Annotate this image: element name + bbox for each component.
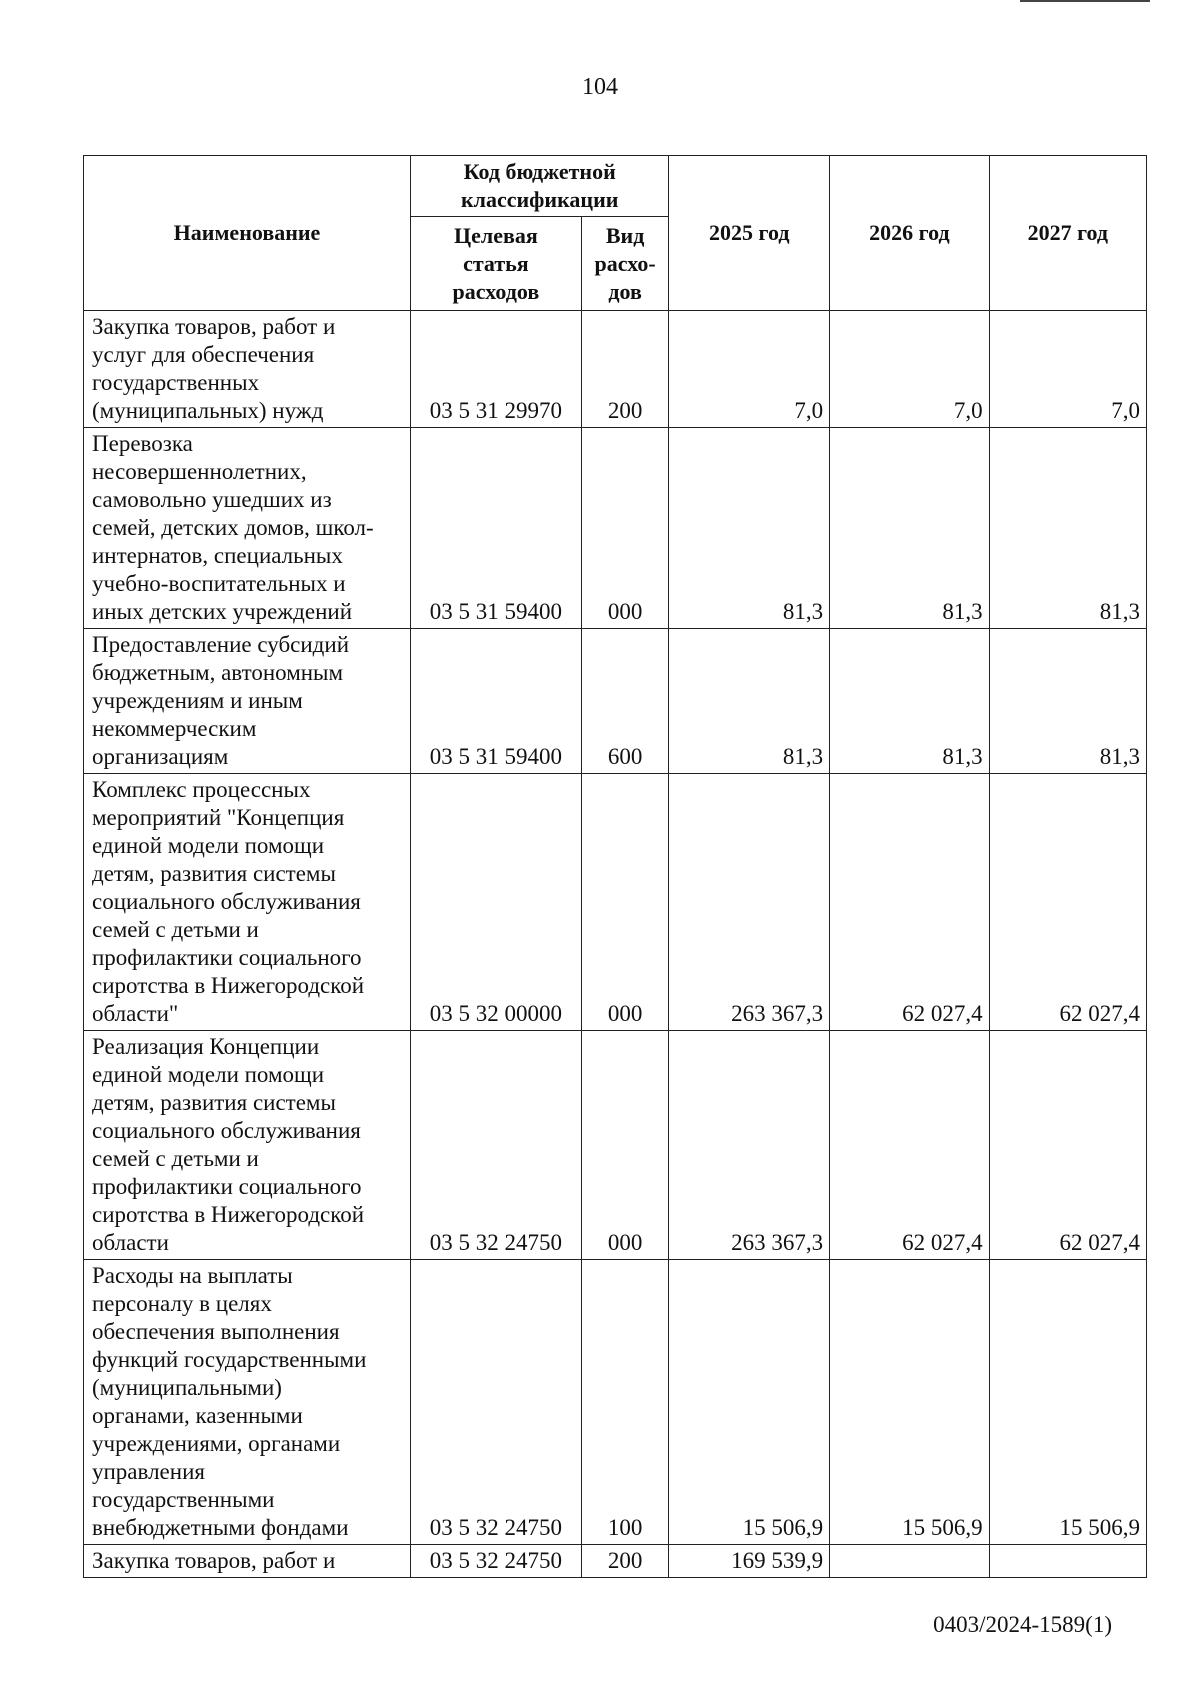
row-2026: 62 027,4 — [830, 774, 990, 1031]
row-2025: 81,3 — [669, 629, 830, 774]
row-2025: 169 539,9 — [669, 1545, 830, 1578]
row-2027: 62 027,4 — [989, 774, 1146, 1031]
row-2027: 15 506,9 — [989, 1260, 1146, 1545]
row-name: Реализация Концепции единой модели помощи детям, развития системы социального обслуживания семей с детьми и профилактики социального сиротства в Нижегородской области — [84, 1031, 411, 1260]
row-name: Перевозка несовершеннолетних, самовольно ушедших из семей, детских домов, школ- интернатов, специальных учебно-воспитательных и иных детских учреждений — [84, 428, 411, 629]
row-expense-type: 000 — [581, 1031, 669, 1260]
top-edge-line — [1020, 0, 1150, 2]
page-number: 104 — [582, 74, 618, 100]
row-2025: 263 367,3 — [669, 774, 830, 1031]
row-expense-type: 200 — [581, 311, 669, 428]
table-row — [84, 629, 1147, 774]
budget-table — [83, 155, 1147, 1578]
document-number: 0403/2024-1589(1) — [933, 1612, 1112, 1637]
row-expense-type: 000 — [581, 428, 669, 629]
row-name: Предоставление субсидий бюджетным, автономным учреждениям и иным некоммерческим организациям — [84, 629, 411, 774]
table-row — [84, 774, 1147, 1031]
row-2025: 81,3 — [669, 428, 830, 629]
row-2026: 15 506,9 — [830, 1260, 990, 1545]
row-code: 03 5 32 24750 — [410, 1031, 581, 1260]
row-2025: 15 506,9 — [669, 1260, 830, 1545]
row-2025: 263 367,3 — [669, 1031, 830, 1260]
row-expense-type: 100 — [581, 1260, 669, 1545]
row-name: Закупка товаров, работ и — [84, 1545, 411, 1578]
row-expense-type: 000 — [581, 774, 669, 1031]
row-2027: 81,3 — [989, 428, 1146, 629]
table-row — [84, 428, 1147, 629]
row-2027: 7,0 — [989, 311, 1146, 428]
row-2027: 81,3 — [989, 629, 1146, 774]
row-name: Закупка товаров, работ и услуг для обеспечения государственных (муниципальных) нужд — [84, 311, 411, 428]
row-2026: 81,3 — [830, 428, 990, 629]
header-2025: 2025 год — [669, 156, 830, 311]
row-name: Комплекс процессных мероприятий "Концепция единой модели помощи детям, развития системы социального обслуживания семей с детьми и профилактики социального сиротства в Нижегородской области" — [84, 774, 411, 1031]
row-code: 03 5 32 00000 — [410, 774, 581, 1031]
header-2026: 2026 год — [830, 156, 990, 311]
table-row — [84, 311, 1147, 428]
header-2027: 2027 год — [989, 156, 1146, 311]
row-2025: 7,0 — [669, 311, 830, 428]
table-row — [84, 1545, 1147, 1578]
row-code: 03 5 31 29970 — [410, 311, 581, 428]
row-code: 03 5 32 24750 — [410, 1260, 581, 1545]
row-code: 03 5 32 24750 — [410, 1545, 581, 1578]
row-name: Расходы на выплаты персоналу в целях обеспечения выполнения функций государственными (муниципальными) органами, казенными учреждениями, органами управления государственными внебюджетными фондами — [84, 1260, 411, 1545]
header-name: Наименование — [84, 156, 411, 311]
row-2027 — [989, 1545, 1146, 1578]
row-expense-type: 600 — [581, 629, 669, 774]
row-2027: 62 027,4 — [989, 1031, 1146, 1260]
row-2026 — [830, 1545, 990, 1578]
row-expense-type: 200 — [581, 1545, 669, 1578]
row-2026: 81,3 — [830, 629, 990, 774]
row-code: 03 5 31 59400 — [410, 629, 581, 774]
header-target-article: Целевая статья расходов — [410, 217, 581, 311]
table-row — [84, 1260, 1147, 1545]
header-expense-type: Вид расхо- дов — [581, 217, 669, 311]
table-row — [84, 1031, 1147, 1260]
row-2026: 62 027,4 — [830, 1031, 990, 1260]
row-2026: 7,0 — [830, 311, 990, 428]
header-budget-code: Код бюджетной классификации — [410, 156, 668, 217]
row-code: 03 5 31 59400 — [410, 428, 581, 629]
